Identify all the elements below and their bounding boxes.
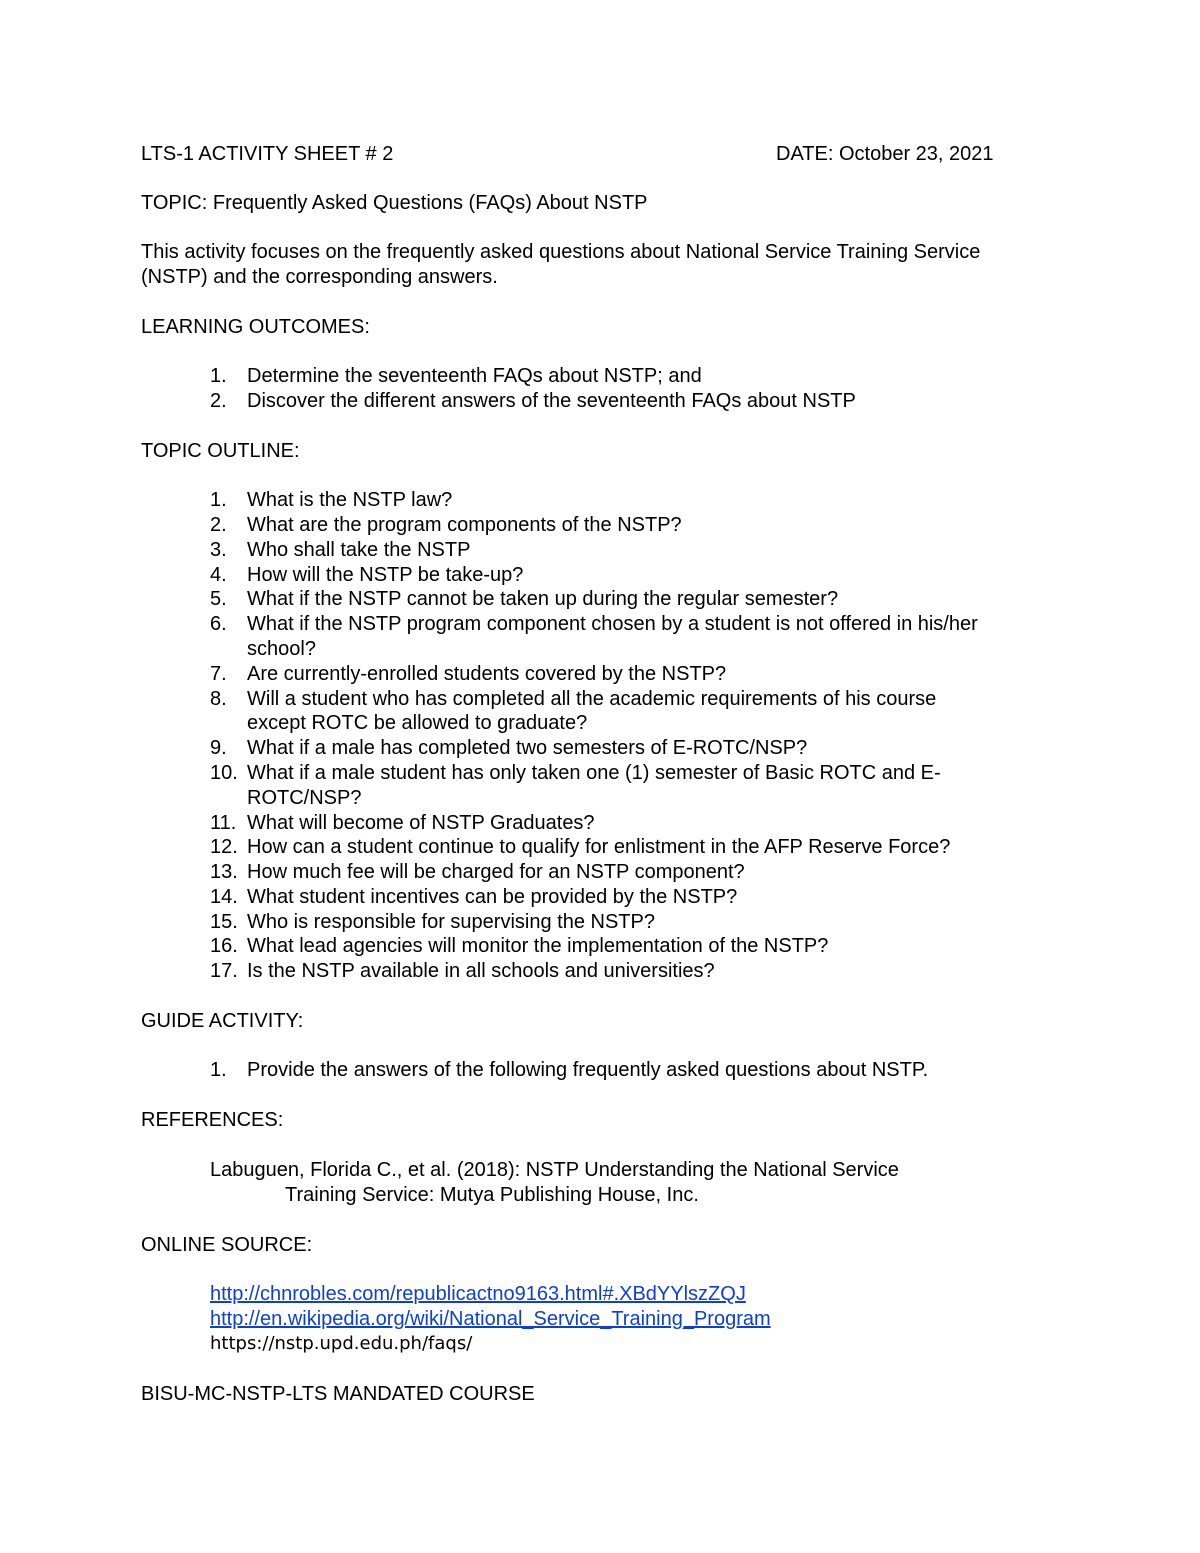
reference-line-2: Training Service: Mutya Publishing House, Inc. [285,1184,699,1206]
list-item-text: What if a male student has only taken one (1) semester of Basic ROTC and E- [247,762,941,784]
list-item-number: 2. [210,514,227,536]
sheet-date: DATE: October 23, 2021 [776,143,994,165]
list-item-number: 16. [210,935,238,957]
list-item-text: Discover the different answers of the seventeenth FAQs about NSTP [247,390,856,412]
topic-line: TOPIC: Frequently Asked Questions (FAQs) About NSTP [141,192,648,214]
list-item-text: What lead agencies will monitor the implementation of the NSTP? [247,935,829,957]
reference-line-1: Labuguen, Florida C., et al. (2018): NSTP Understanding the National Service [210,1159,899,1181]
topic-outline-heading: TOPIC OUTLINE: [141,440,300,462]
list-item-number: 11. [210,812,237,834]
list-item-text: Who is responsible for supervising the NSTP? [247,911,655,933]
intro-line-2: (NSTP) and the corresponding answers. [141,266,498,288]
list-item-text: ROTC/NSP? [247,787,362,809]
source-link-chanrobles[interactable]: http://chnrobles.com/republicactno9163.html#.XBdYYlszZQJ [210,1283,746,1305]
list-item-number: 4. [210,564,227,586]
references-heading: REFERENCES: [141,1109,284,1131]
list-item-text: What if the NSTP cannot be taken up during the regular semester? [247,588,839,610]
list-item-number: 6. [210,613,227,635]
online-source-heading: ONLINE SOURCE: [141,1234,313,1256]
list-item-number: 14. [210,886,238,908]
list-item-text: What if a male has completed two semesters of E-ROTC/NSP? [247,737,808,759]
list-item-number: 12. [210,836,238,858]
list-item-number: 1. [210,365,227,387]
list-item-text: What student incentives can be provided by the NSTP? [247,886,738,908]
list-item-text: What will become of NSTP Graduates? [247,812,595,834]
list-item-text: What if the NSTP program component chosen by a student is not offered in his/her [247,613,978,635]
list-item-number: 3. [210,539,227,561]
list-item-text: Determine the seventeenth FAQs about NSTP; and [247,365,702,387]
footer-course: BISU-MC-NSTP-LTS MANDATED COURSE [141,1383,535,1405]
list-item-text: except ROTC be allowed to graduate? [247,712,588,734]
source-url-upd: https://nstp.upd.edu.ph/faqs/ [210,1333,473,1354]
list-item-number: 5. [210,588,227,610]
list-item-text: Is the NSTP available in all schools and universities? [247,960,715,982]
list-item-text: Are currently-enrolled students covered by the NSTP? [247,663,727,685]
list-item-number: 13. [210,861,238,883]
list-item-text: school? [247,638,316,660]
source-link-wikipedia[interactable]: http://en.wikipedia.org/wiki/National_Service_Training_Program [210,1308,771,1330]
list-item-text: How much fee will be charged for an NSTP component? [247,861,745,883]
list-item-number: 8. [210,688,227,710]
list-item-number: 2. [210,390,227,412]
list-item-text: How can a student continue to qualify for enlistment in the AFP Reserve Force? [247,836,951,858]
learning-outcomes-heading: LEARNING OUTCOMES: [141,316,370,338]
list-item-text: Provide the answers of the following frequently asked questions about NSTP. [247,1059,929,1081]
list-item-text: Will a student who has completed all the academic requirements of his course [247,688,937,710]
list-item-number: 1. [210,489,227,511]
list-item-number: 17. [210,960,238,982]
sheet-title: LTS-1 ACTIVITY SHEET # 2 [141,143,394,165]
list-item-number: 15. [210,911,238,933]
intro-line-1: This activity focuses on the frequently asked questions about National Service Training Service [141,241,981,263]
list-item-text: How will the NSTP be take-up? [247,564,524,586]
list-item-text: Who shall take the NSTP [247,539,471,561]
list-item-number: 10. [210,762,238,784]
list-item-text: What is the NSTP law? [247,489,453,511]
list-item-number: 1. [210,1059,227,1081]
list-item-text: What are the program components of the NSTP? [247,514,682,536]
guide-activity-heading: GUIDE ACTIVITY: [141,1010,304,1032]
list-item-number: 7. [210,663,227,685]
list-item-number: 9. [210,737,227,759]
